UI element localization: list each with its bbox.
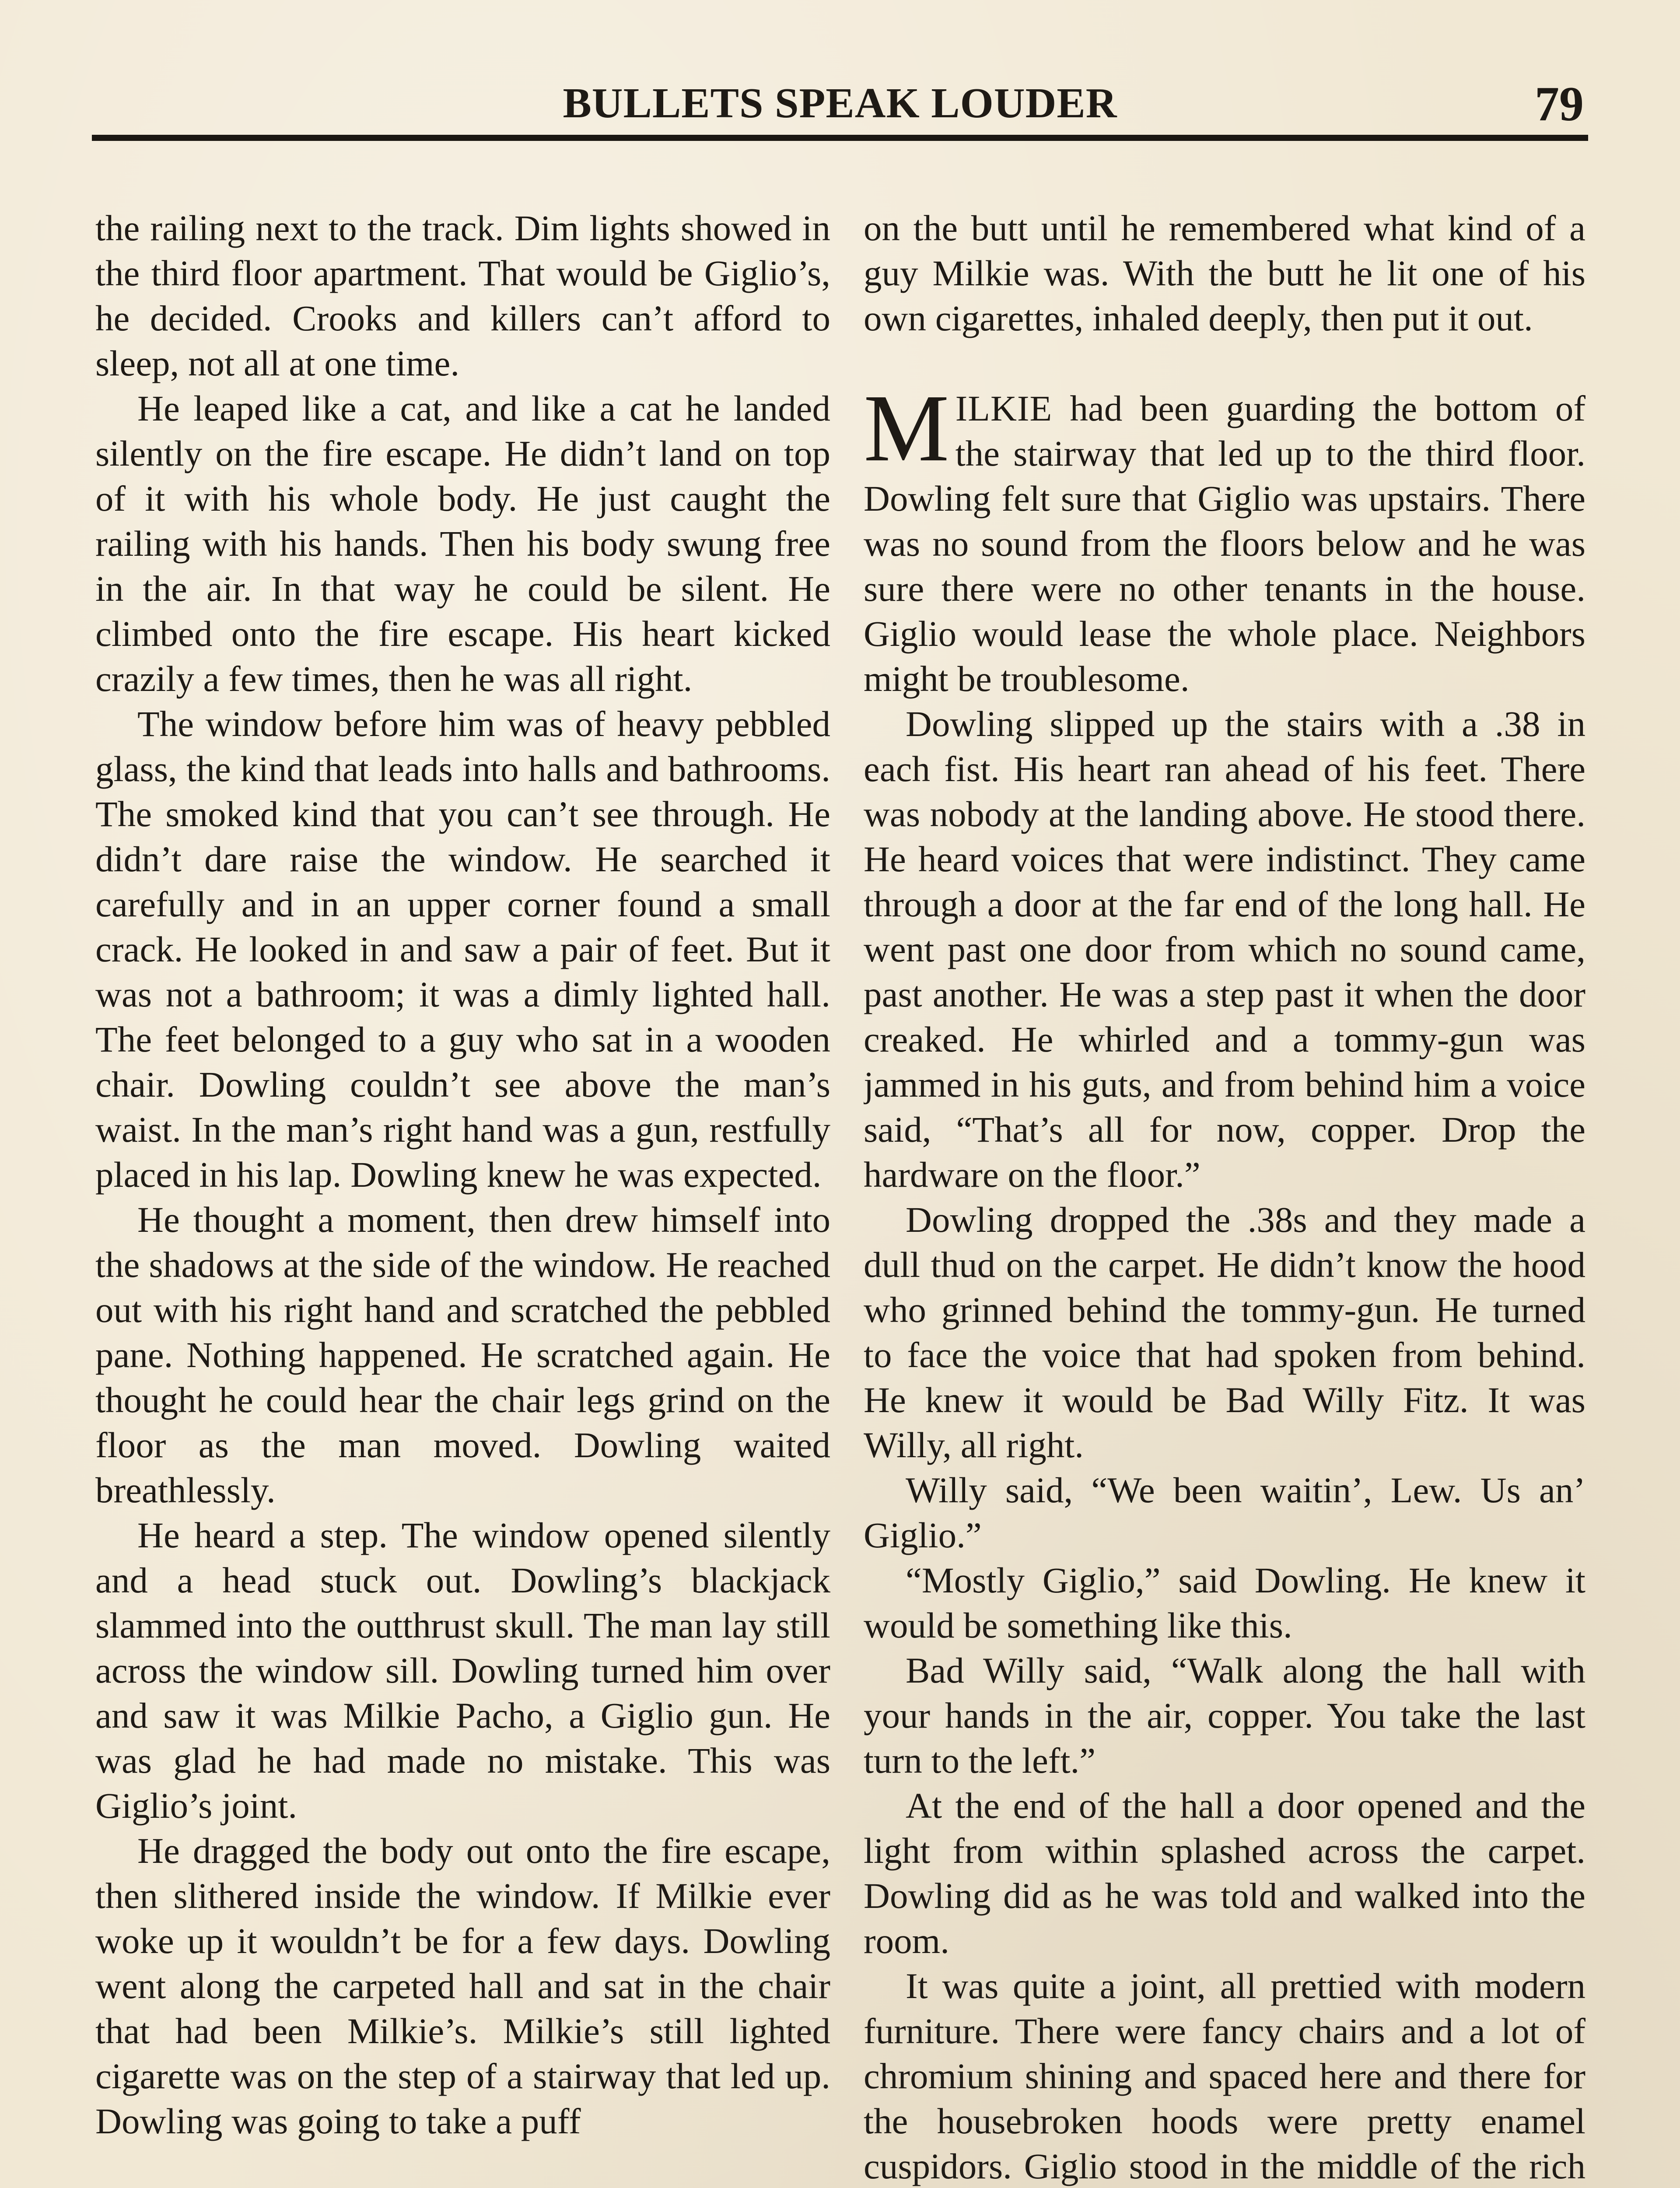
running-title: BULLETS SPEAK LOUDER [563,80,1117,127]
drop-cap-paragraph [864,375,1586,701]
left-column [95,206,830,2188]
paragraph: He dragged the body out onto the fire escape, then slithered inside the window. If Milkie ever woke up it wouldn’t be for a few days. Dowling went along the carpeted hall and sat in the chair that had been Milkie’s. Milkie’s still lighted cigarette was on the step of a stairway that led up. Dowling was going to take a puff [95,1830,830,2141]
paragraph: It was quite a joint, all prettied with modern furniture. There were fancy chairs and a lot of chromium shining and spaced here and there for the housebroken hoods were pretty enamel cuspidors. Giglio stood in the middle of the rich [864,1966,1586,2186]
paragraph: At the end of the hall a door opened and the light from within splashed across the carpet. Dowling did as he was told and walked into the room. [864,1785,1586,1961]
paragraph: “Mostly Giglio,” said Dowling. He knew it would be something like this. [864,1560,1586,1645]
drop-cap-smallcaps: ILKIE [955,388,1053,428]
paragraph: He leaped like a cat, and like a cat he landed silently on the fire escape. He didn’t land on top of it with his whole body. He just caught the railing with his hands. Then his body swung free in the air. In that way he could be silent. He climbed onto the fire escape. His heart kicked crazily a few times, then he was all right. [95,388,830,699]
drop-cap-letter: M [864,375,949,481]
paragraph: Dowling slipped up the stairs with a .38 in each fist. His heart ran ahead of his feet. There was nobody at the landing above. He stood there. He heard voices that were indistinct. They came through a door at the far end of the long hall. He went past one door from which no sound came, past another. He was a step past it when the door creaked. He whirled and a tommy-gun was jammed in his guts, and from behind him a voice said, “That’s all for now, copper. Drop the hardware on the floor.” [864,704,1586,1195]
paragraph: the railing next to the track. Dim lights showed in the third floor apartment. That would be Giglio’s, he decided. Crooks and killers can’t afford to sleep, not all at one time. [95,208,830,383]
page-number: 79 [1535,77,1584,131]
paragraph-continuation: on the butt until he remembered what kind of a guy Milkie was. With the butt he lit one of his own cigarettes, inhaled deeply, then put it out. [864,208,1586,338]
page-header [92,79,1588,140]
header-rule [92,135,1588,141]
drop-cap-rest: had been guarding the bottom of the stairway that led up to the third floor. Dowling felt sure that Giglio was upstairs. There was no sound from the floors below and he was sure there were no other tenants in the house. Giglio would lease the whole place. Neighbors might be troublesome. [864,388,1586,699]
right-column [864,206,1586,2188]
paragraph: Bad Willy said, “Walk along the hall with your hands in the air, copper. You take the last turn to the left.” [864,1650,1586,1781]
paragraph: He thought a moment, then drew himself into the shadows at the side of the window. He reached out with his right hand and scratched the pebbled pane. Nothing happened. He scratched again. He thought he could hear the chair legs grind on the floor as the man moved. Dowling waited breathlessly. [95,1199,830,1510]
paragraph: Willy said, “We been waitin’, Lew. Us an’ Giglio.” [864,1470,1586,1555]
paragraph: He heard a step. The window opened silently and a head stuck out. Dowling’s blackjack slammed into the outthrust skull. The man lay still across the window sill. Dowling turned him over and saw it was Milkie Pacho, a Giglio gun. He was glad he had made no mistake. This was Giglio’s joint. [95,1515,830,1826]
paragraph: Dowling dropped the .38s and they made a dull thud on the carpet. He didn’t know the hood who grinned behind the tommy-gun. He turned to face the voice that had spoken from behind. He knew it would be Bad Willy Fitz. It was Willy, all right. [864,1199,1586,1465]
paragraph: The window before him was of heavy pebbled glass, the kind that leads into halls and bathrooms. The smoked kind that you can’t see through. He didn’t dare raise the window. He searched it carefully and in an upper corner found a small crack. He looked in and saw a pair of feet. But it was not a bathroom; it was a dimly lighted hall. The feet belonged to a guy who sat in a wooden chair. Dowling couldn’t see above the man’s waist. In the man’s right hand was a gun, restfully placed in his lap. Dowling knew he was expected. [95,704,830,1195]
